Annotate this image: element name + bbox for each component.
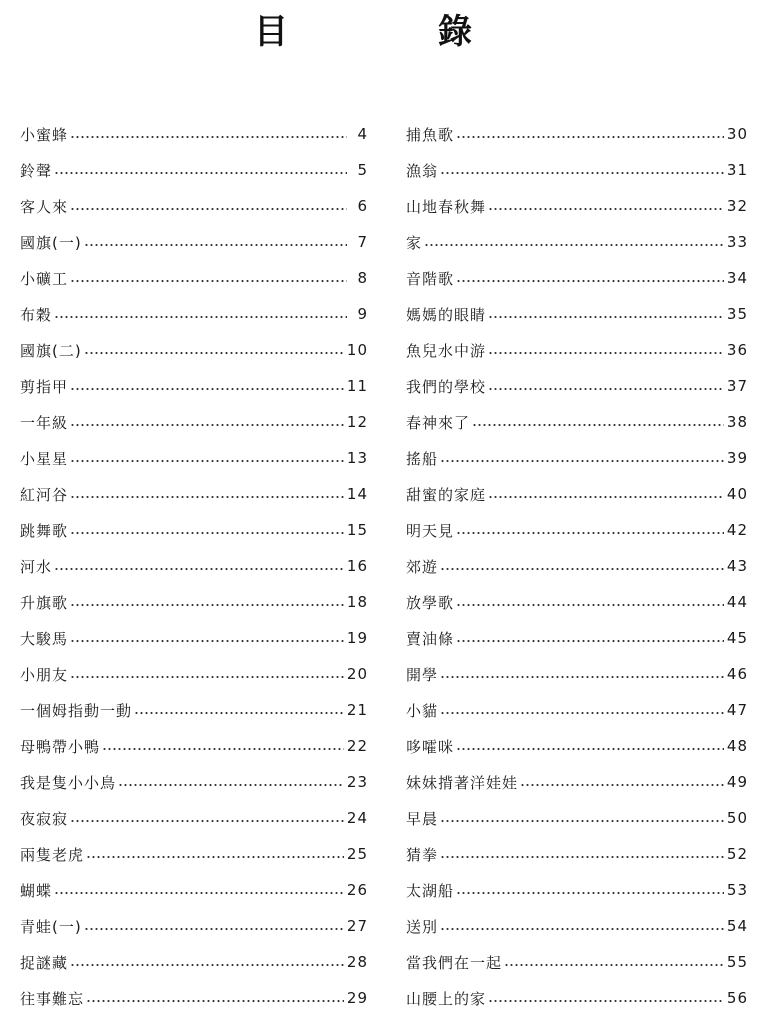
toc-entry-page-number: 32 bbox=[726, 197, 748, 215]
toc-entry-page-number: 10 bbox=[346, 341, 368, 359]
toc-entry-page-number: 18 bbox=[346, 593, 368, 611]
toc-entry-page-number: 54 bbox=[726, 917, 748, 935]
toc-entry bbox=[406, 836, 748, 872]
toc-entry-title: 漁翁 bbox=[406, 161, 439, 180]
toc-entry bbox=[20, 296, 368, 332]
toc-entry-title: 小貓 bbox=[406, 701, 439, 720]
toc-entry-page-number: 26 bbox=[346, 881, 368, 899]
toc-entry bbox=[406, 620, 748, 656]
toc-entry bbox=[20, 440, 368, 476]
toc-entry-page-number: 48 bbox=[726, 737, 748, 755]
toc-entry bbox=[20, 620, 368, 656]
dot-leader bbox=[488, 208, 724, 210]
dot-leader bbox=[70, 964, 344, 966]
dot-leader bbox=[84, 352, 344, 354]
toc-entry-page-number: 23 bbox=[346, 773, 368, 791]
toc-entry-page-number: 30 bbox=[726, 125, 748, 143]
toc-entry-title: 我是隻小小鳥 bbox=[20, 773, 117, 792]
toc-entry bbox=[406, 476, 748, 512]
toc-entry-page-number: 52 bbox=[726, 845, 748, 863]
toc-entry-title: 夜寂寂 bbox=[20, 809, 69, 828]
toc-entry-page-number: 19 bbox=[346, 629, 368, 647]
toc-entry-title: 音階歌 bbox=[406, 269, 455, 288]
toc-entry bbox=[406, 728, 748, 764]
dot-leader bbox=[70, 424, 344, 426]
toc-entry bbox=[20, 404, 368, 440]
dot-leader bbox=[440, 820, 724, 822]
toc-entry bbox=[20, 800, 368, 836]
toc-entry-page-number: 50 bbox=[726, 809, 748, 827]
toc-entry-title: 一年級 bbox=[20, 413, 69, 432]
toc-entry bbox=[20, 188, 368, 224]
dot-leader bbox=[456, 280, 724, 282]
toc-entry-page-number: 27 bbox=[346, 917, 368, 935]
dot-leader bbox=[54, 892, 344, 894]
toc-entry-title: 早晨 bbox=[406, 809, 439, 828]
toc-entry bbox=[20, 548, 368, 584]
toc-entry-title: 布穀 bbox=[20, 305, 53, 324]
dot-leader bbox=[440, 460, 724, 462]
toc-right-column bbox=[406, 116, 748, 1016]
toc-entry-page-number: 13 bbox=[346, 449, 368, 467]
page-title bbox=[0, 10, 777, 54]
toc-entry bbox=[406, 512, 748, 548]
dot-leader bbox=[84, 244, 347, 246]
toc-entry-title: 我們的學校 bbox=[406, 377, 487, 396]
toc-entry-title: 鈴聲 bbox=[20, 161, 53, 180]
toc-entry-title: 捉謎藏 bbox=[20, 953, 69, 972]
toc-entry bbox=[406, 980, 748, 1016]
toc-entry bbox=[20, 692, 368, 728]
dot-leader bbox=[70, 604, 344, 606]
dot-leader bbox=[440, 928, 724, 930]
toc-entry-title: 國旗(二) bbox=[20, 341, 82, 360]
toc-entry-title: 青蛙(一) bbox=[20, 917, 82, 936]
toc-entry-page-number: 14 bbox=[346, 485, 368, 503]
dot-leader bbox=[488, 1000, 724, 1002]
toc-entry bbox=[406, 260, 748, 296]
toc-entry-page-number: 36 bbox=[726, 341, 748, 359]
toc-entry bbox=[20, 908, 368, 944]
toc-entry-title: 送別 bbox=[406, 917, 439, 936]
title-char-1: 目 bbox=[254, 12, 288, 52]
toc-entry bbox=[20, 980, 368, 1016]
dot-leader bbox=[54, 568, 344, 570]
toc-entry-page-number: 44 bbox=[726, 593, 748, 611]
toc-entry-page-number: 20 bbox=[346, 665, 368, 683]
toc-entry bbox=[20, 224, 368, 260]
toc-entry-title: 明天見 bbox=[406, 521, 455, 540]
dot-leader bbox=[70, 496, 344, 498]
dot-leader bbox=[440, 856, 724, 858]
toc-entry-title: 剪指甲 bbox=[20, 377, 69, 396]
toc-entry-title: 猜拳 bbox=[406, 845, 439, 864]
toc-entry bbox=[406, 368, 748, 404]
toc-entry bbox=[406, 332, 748, 368]
toc-entry-page-number: 43 bbox=[726, 557, 748, 575]
dot-leader bbox=[472, 424, 724, 426]
toc-entry-page-number: 47 bbox=[726, 701, 748, 719]
toc-entry bbox=[406, 764, 748, 800]
toc-entry bbox=[20, 836, 368, 872]
toc-entry-title: 小蜜蜂 bbox=[20, 125, 69, 144]
toc-entry-title: 河水 bbox=[20, 557, 53, 576]
dot-leader bbox=[456, 748, 724, 750]
toc-entry-title: 小礦工 bbox=[20, 269, 69, 288]
dot-leader bbox=[70, 640, 344, 642]
toc-entry-page-number: 29 bbox=[346, 989, 368, 1007]
toc-entry-title: 開學 bbox=[406, 665, 439, 684]
toc-entry bbox=[406, 656, 748, 692]
dot-leader bbox=[70, 280, 347, 282]
toc-left-column bbox=[20, 116, 368, 1016]
toc-entry-title: 妹妹揹著洋娃娃 bbox=[406, 773, 519, 792]
toc-entry bbox=[406, 548, 748, 584]
toc-entry bbox=[406, 296, 748, 332]
toc-entry-page-number: 55 bbox=[726, 953, 748, 971]
dot-leader bbox=[440, 676, 724, 678]
dot-leader bbox=[456, 136, 724, 138]
toc-entry-title: 春神來了 bbox=[406, 413, 471, 432]
dot-leader bbox=[86, 1000, 344, 1002]
toc-entry-title: 哆嚯咪 bbox=[406, 737, 455, 756]
toc-entry-page-number: 33 bbox=[726, 233, 748, 251]
dot-leader bbox=[70, 820, 344, 822]
toc-entry bbox=[20, 512, 368, 548]
toc-entry-title: 跳舞歌 bbox=[20, 521, 69, 540]
toc-entry-page-number: 42 bbox=[726, 521, 748, 539]
toc-entry-title: 郊遊 bbox=[406, 557, 439, 576]
toc-entry-page-number: 25 bbox=[346, 845, 368, 863]
toc-entry bbox=[20, 116, 368, 152]
toc-entry-title: 太湖船 bbox=[406, 881, 455, 900]
toc-entry-page-number: 34 bbox=[726, 269, 748, 287]
toc-entry-title: 國旗(一) bbox=[20, 233, 82, 252]
dot-leader bbox=[70, 136, 347, 138]
toc-entry-page-number: 28 bbox=[346, 953, 368, 971]
toc-entry-page-number: 39 bbox=[726, 449, 748, 467]
dot-leader bbox=[134, 712, 344, 714]
toc-entry-title: 蝴蝶 bbox=[20, 881, 53, 900]
toc-entry-page-number: 4 bbox=[357, 125, 368, 143]
toc-entry-title: 媽媽的眼睛 bbox=[406, 305, 487, 324]
dot-leader bbox=[70, 460, 344, 462]
toc-entry bbox=[406, 944, 748, 980]
toc-entry-page-number: 15 bbox=[346, 521, 368, 539]
toc-entry bbox=[20, 764, 368, 800]
dot-leader bbox=[102, 748, 344, 750]
toc-entry bbox=[20, 728, 368, 764]
toc-entry-title: 小星星 bbox=[20, 449, 69, 468]
toc-entry bbox=[20, 872, 368, 908]
toc-entry-page-number: 31 bbox=[726, 161, 748, 179]
toc-entry-title: 賣油條 bbox=[406, 629, 455, 648]
toc-entry-title: 捕魚歌 bbox=[406, 125, 455, 144]
toc-entry-title: 放學歌 bbox=[406, 593, 455, 612]
toc-entry-page-number: 9 bbox=[357, 305, 368, 323]
toc-entry bbox=[406, 800, 748, 836]
toc-entry-page-number: 6 bbox=[357, 197, 368, 215]
toc-entry-page-number: 53 bbox=[726, 881, 748, 899]
toc-entry bbox=[20, 584, 368, 620]
toc-entry bbox=[406, 908, 748, 944]
toc-entry-title: 搖船 bbox=[406, 449, 439, 468]
dot-leader bbox=[424, 244, 724, 246]
dot-leader bbox=[118, 784, 344, 786]
toc-entry-title: 大駿馬 bbox=[20, 629, 69, 648]
dot-leader bbox=[456, 640, 724, 642]
toc-entry bbox=[406, 152, 748, 188]
toc-entry-page-number: 38 bbox=[726, 413, 748, 431]
toc-entry-page-number: 11 bbox=[346, 377, 368, 395]
dot-leader bbox=[86, 856, 344, 858]
toc-entry-page-number: 37 bbox=[726, 377, 748, 395]
toc-entry-title: 魚兒水中游 bbox=[406, 341, 487, 360]
toc-entry-page-number: 49 bbox=[726, 773, 748, 791]
toc-entry-page-number: 40 bbox=[726, 485, 748, 503]
toc-entry bbox=[20, 944, 368, 980]
toc-entry bbox=[20, 260, 368, 296]
dot-leader bbox=[456, 532, 724, 534]
toc-entry-page-number: 16 bbox=[346, 557, 368, 575]
toc-entry-page-number: 5 bbox=[357, 161, 368, 179]
toc-entry-title: 客人來 bbox=[20, 197, 69, 216]
toc-entry-page-number: 46 bbox=[726, 665, 748, 683]
dot-leader bbox=[70, 532, 344, 534]
toc-entry-title: 甜蜜的家庭 bbox=[406, 485, 487, 504]
dot-leader bbox=[70, 676, 344, 678]
toc-entry-title: 往事難忘 bbox=[20, 989, 85, 1008]
toc-entry bbox=[406, 404, 748, 440]
toc-entry-title: 小朋友 bbox=[20, 665, 69, 684]
toc-entry-page-number: 56 bbox=[726, 989, 748, 1007]
toc-entry-page-number: 22 bbox=[346, 737, 368, 755]
toc-entry bbox=[406, 224, 748, 260]
toc-entry-page-number: 35 bbox=[726, 305, 748, 323]
dot-leader bbox=[70, 208, 347, 210]
dot-leader bbox=[504, 964, 724, 966]
toc-entry-page-number: 24 bbox=[346, 809, 368, 827]
dot-leader bbox=[488, 316, 724, 318]
title-char-2: 錄 bbox=[438, 12, 472, 52]
toc-entry-title: 母鴨帶小鴨 bbox=[20, 737, 101, 756]
dot-leader bbox=[440, 172, 724, 174]
toc-entry bbox=[406, 116, 748, 152]
toc-entry-title: 兩隻老虎 bbox=[20, 845, 85, 864]
dot-leader bbox=[488, 352, 724, 354]
dot-leader bbox=[456, 604, 724, 606]
toc-entry-title: 山腰上的家 bbox=[406, 989, 487, 1008]
toc-entry-page-number: 12 bbox=[346, 413, 368, 431]
dot-leader bbox=[440, 712, 724, 714]
dot-leader bbox=[520, 784, 724, 786]
dot-leader bbox=[54, 316, 347, 318]
toc-entry-title: 山地春秋舞 bbox=[406, 197, 487, 216]
dot-leader bbox=[488, 496, 724, 498]
toc-entry bbox=[406, 692, 748, 728]
toc-entry bbox=[406, 584, 748, 620]
toc-entry-page-number: 8 bbox=[357, 269, 368, 287]
toc-entry bbox=[20, 332, 368, 368]
toc-entry bbox=[406, 188, 748, 224]
toc-entry bbox=[20, 368, 368, 404]
dot-leader bbox=[70, 388, 344, 390]
dot-leader bbox=[84, 928, 344, 930]
toc-entry-title: 當我們在一起 bbox=[406, 953, 503, 972]
toc-entry bbox=[20, 476, 368, 512]
toc-entry bbox=[20, 656, 368, 692]
dot-leader bbox=[456, 892, 724, 894]
toc-entry-page-number: 7 bbox=[357, 233, 368, 251]
toc-entry-page-number: 45 bbox=[726, 629, 748, 647]
toc-entry-title: 升旗歌 bbox=[20, 593, 69, 612]
toc-entry-page-number: 21 bbox=[346, 701, 368, 719]
toc-entry-title: 一個姆指動一動 bbox=[20, 701, 133, 720]
dot-leader bbox=[440, 568, 724, 570]
dot-leader bbox=[54, 172, 347, 174]
toc-entry bbox=[406, 440, 748, 476]
toc-entry-title: 紅河谷 bbox=[20, 485, 69, 504]
toc-entry-title: 家 bbox=[406, 233, 423, 252]
dot-leader bbox=[488, 388, 724, 390]
toc-entry bbox=[20, 152, 368, 188]
toc-entry bbox=[406, 872, 748, 908]
